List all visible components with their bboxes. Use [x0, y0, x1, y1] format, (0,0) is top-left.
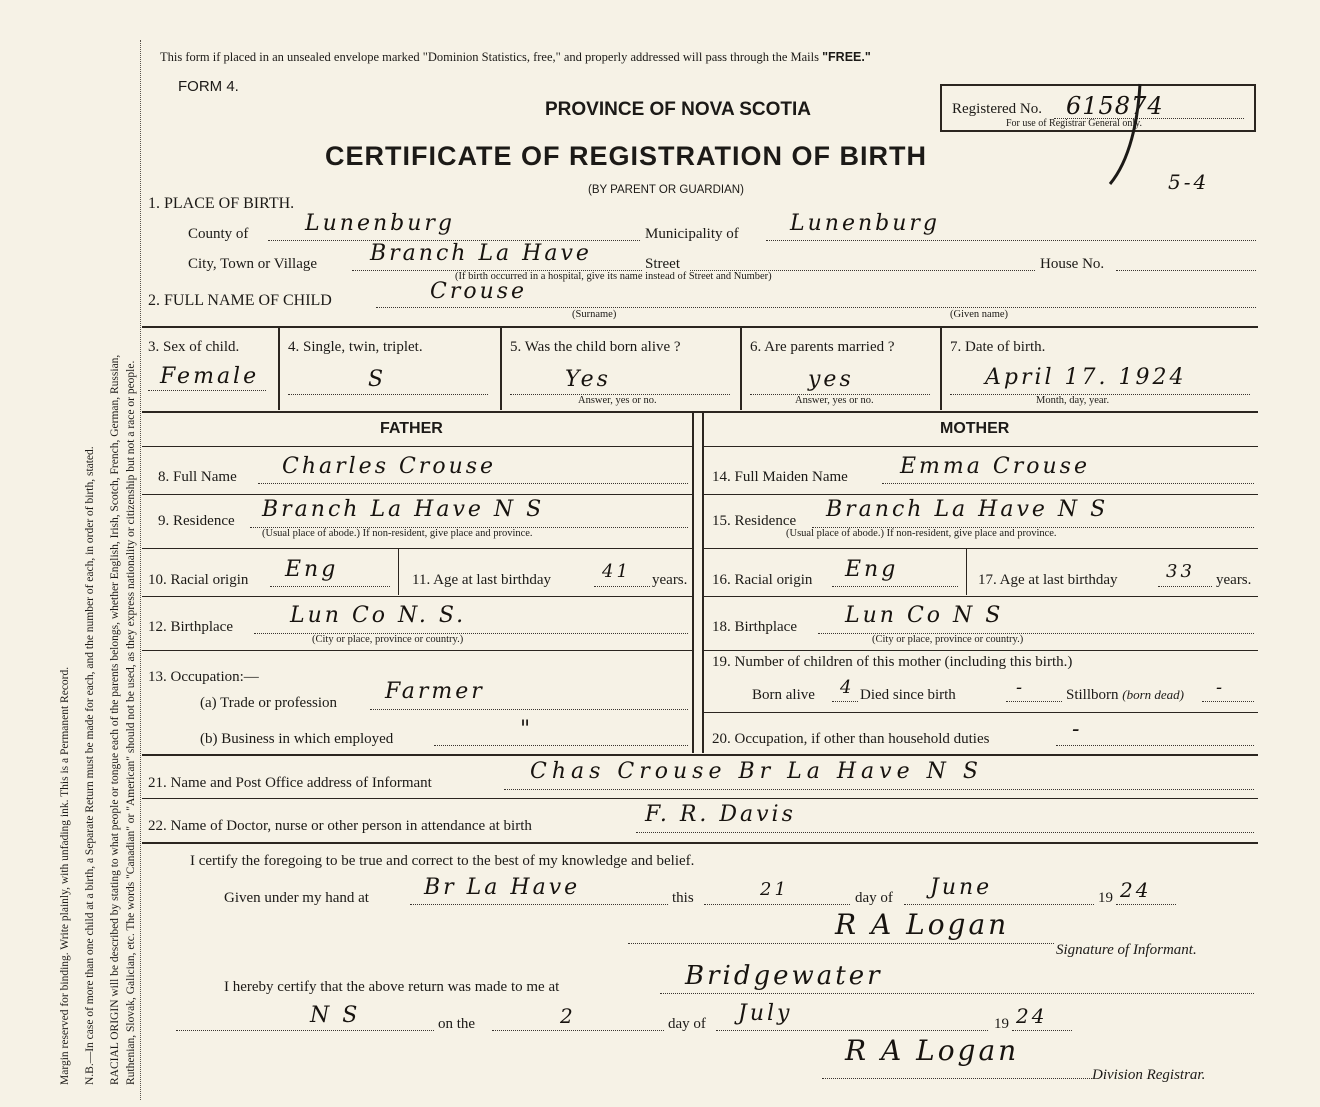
month2-value: July	[738, 1001, 793, 1026]
month-value: June	[930, 875, 993, 900]
certificate-title: CERTIFICATE OF REGISTRATION OF BIRTH	[325, 141, 927, 171]
mother-age-value: 33	[1166, 561, 1195, 582]
doctor-label: 22. Name of Doctor, nurse or other person in attendance at birth	[148, 818, 532, 834]
married-value: yes	[808, 367, 854, 392]
father-residence-value: Branch La Have N S	[262, 497, 545, 522]
stillborn-label: Stillborn (born dead)	[1066, 687, 1185, 703]
city-value: Branch La Have	[370, 241, 592, 266]
province-heading: PROVINCE OF NOVA SCOTIA	[545, 99, 812, 120]
sex-label: 3. Sex of child.	[148, 339, 240, 355]
house-label: House No.	[1040, 256, 1105, 272]
mother-birthplace-caption: (City or place, province or country.)	[872, 634, 1024, 645]
registered-number: 615874	[1066, 92, 1164, 120]
stillborn-value: -	[1216, 677, 1226, 698]
mother-occupation-label: 20. Occupation, if other than household duties	[712, 731, 990, 747]
on-the-label: on the	[438, 1016, 476, 1032]
racial-origin-note-1: RACIAL ORIGIN will be described by stating to what people or tongue each of the parents belongs, whether English, Irish, Scotch, French, German, Russian,	[109, 354, 121, 1085]
check-mark-stroke	[1100, 80, 1160, 190]
mother-birthplace-label: 18. Birthplace	[712, 619, 797, 635]
dob-caption: Month, day, year.	[1036, 395, 1110, 406]
informant-label: 21. Name and Post Office address of Informant	[148, 775, 432, 791]
mother-heading: MOTHER	[940, 420, 1010, 437]
married-caption: Answer, yes or no.	[795, 395, 874, 406]
registrar-signature-caption: Division Registrar.	[1092, 1067, 1206, 1083]
alive-caption: Answer, yes or no.	[578, 395, 657, 406]
binding-margin-line	[140, 40, 141, 1100]
father-heading: FATHER	[380, 420, 443, 437]
father-birthplace-value: Lun Co N. S.	[290, 603, 467, 628]
mother-age-label: 17. Age at last birthday	[978, 572, 1118, 588]
father-business-value: "	[520, 717, 534, 742]
father-birthplace-label: 12. Birthplace	[148, 619, 233, 635]
father-racial-label: 10. Racial origin	[148, 572, 249, 588]
nb-note: N.B.—In case of more than one child at a birth, a Separate Return must be made for each, and the number of each, in order of birth, stated.	[84, 446, 96, 1085]
corner-mark: 5-4	[1168, 170, 1210, 194]
return-text: I hereby certify that the above return was made to me at	[224, 979, 560, 995]
mother-name-value: Emma Crouse	[900, 454, 1090, 479]
sex-value: Female	[160, 364, 260, 389]
dob-label: 7. Date of birth.	[950, 339, 1046, 355]
county-value: Lunenburg	[305, 211, 455, 236]
married-label: 6. Are parents married ?	[750, 339, 895, 355]
place-heading: 1. PLACE OF BIRTH.	[148, 195, 295, 212]
hospital-note: (If birth occurred in a hospital, give its name instead of Street and Number)	[455, 271, 772, 282]
dob-value: April 17. 1924	[985, 365, 1187, 390]
mother-racial-label: 16. Racial origin	[712, 572, 813, 588]
registration-box	[940, 84, 1256, 132]
father-age-label: 11. Age at last birthday	[412, 572, 551, 588]
father-residence-label: 9. Residence	[158, 513, 235, 529]
father-racial-value: Eng	[285, 557, 339, 582]
informant-signature-caption: Signature of Informant.	[1056, 942, 1197, 958]
father-abode-caption: (Usual place of abode.) If non-resident, give place and province.	[262, 528, 533, 539]
day-value: 21	[760, 879, 789, 900]
certificate-subtitle: (BY PARENT OR GUARDIAN)	[588, 184, 744, 196]
plurality-label: 4. Single, twin, triplet.	[288, 339, 423, 355]
municipality-label: Municipality of	[645, 226, 739, 242]
informant-value: Chas Crouse Br La Have N S	[530, 759, 983, 784]
registrar-signature: R A Logan	[845, 1034, 1020, 1067]
mother-name-label: 14. Full Maiden Name	[712, 469, 848, 485]
year-value: 24	[1120, 878, 1152, 902]
father-years: years.	[652, 572, 688, 588]
place2-value: N S	[310, 1003, 361, 1028]
mother-residence-label: 15. Residence	[712, 513, 797, 529]
father-age-value: 41	[602, 561, 631, 582]
father-birthplace-caption: (City or place, province or country.)	[312, 634, 464, 645]
county-label: County of	[188, 226, 249, 242]
this-label: this	[672, 890, 694, 906]
father-name-label: 8. Full Name	[158, 469, 237, 485]
informant-signature: R A Logan	[835, 908, 1010, 941]
year2-prefix: 19	[994, 1016, 1009, 1032]
mother-occupation-value: -	[1072, 717, 1083, 742]
alive-label: 5. Was the child born alive ?	[510, 339, 681, 355]
born-alive-label: Born alive	[752, 687, 815, 703]
municipality-value: Lunenburg	[790, 211, 940, 236]
year-prefix: 19	[1098, 890, 1113, 906]
alive-value: Yes	[565, 367, 611, 392]
mother-residence-value: Branch La Have N S	[826, 497, 1109, 522]
surname-caption: (Surname)	[572, 309, 617, 320]
child-surname-value: Crouse	[430, 279, 528, 304]
mother-children-label: 19. Number of children of this mother (including this birth.)	[712, 654, 1073, 670]
father-trade-label: (a) Trade or profession	[200, 695, 338, 711]
mother-racial-value: Eng	[845, 557, 899, 582]
certify-text: I certify the foregoing to be true and correct to the best of my knowledge and belief.	[190, 853, 695, 869]
doctor-value: F. R. Davis	[645, 802, 796, 827]
registrar-note: For use of Registrar General only.	[1006, 118, 1142, 129]
mail-notice: This form if placed in an unsealed envelope marked "Dominion Statistics, free," and properly addressed will pass through the Mails "FREE."	[160, 50, 871, 64]
plurality-value: S	[368, 367, 387, 392]
city-label: City, Town or Village	[188, 256, 318, 272]
child-name-label: 2. FULL NAME OF CHILD	[148, 292, 332, 309]
day-of2-label: day of	[668, 1016, 706, 1032]
mother-birthplace-value: Lun Co N S	[845, 603, 1004, 628]
died-value: -	[1016, 677, 1026, 698]
given-name-caption: (Given name)	[950, 309, 1009, 320]
margin-note: Margin reserved for binding. Write plainly, with unfading ink. This is a Permanent Record.	[59, 666, 71, 1085]
day2-value: 2	[560, 1004, 576, 1028]
year2-value: 24	[1016, 1004, 1048, 1028]
given-label: Given under my hand at	[224, 890, 369, 906]
father-trade-value: Farmer	[385, 679, 485, 704]
mother-years: years.	[1216, 572, 1252, 588]
mother-abode-caption: (Usual place of abode.) If non-resident, give place and province.	[786, 528, 1057, 539]
racial-origin-note-2: Ruthenian, Slovak, Galician, etc. The words "Canadian" or "American" should not be used, as they express nationality or citizenship but not a race or people.	[125, 360, 137, 1085]
form-number: FORM 4.	[178, 78, 239, 95]
return-place-value: Bridgewater	[685, 961, 883, 991]
born-alive-value: 4	[840, 677, 855, 698]
given-place-value: Br La Have	[424, 875, 581, 900]
father-name-value: Charles Crouse	[282, 454, 497, 479]
day-of-label: day of	[855, 890, 893, 906]
father-occupation-label: 13. Occupation:—	[148, 669, 259, 685]
street-label: Street	[645, 256, 680, 272]
father-business-label: (b) Business in which employed	[200, 731, 394, 747]
died-label: Died since birth	[860, 687, 956, 703]
registered-label: Registered No.	[952, 101, 1042, 117]
